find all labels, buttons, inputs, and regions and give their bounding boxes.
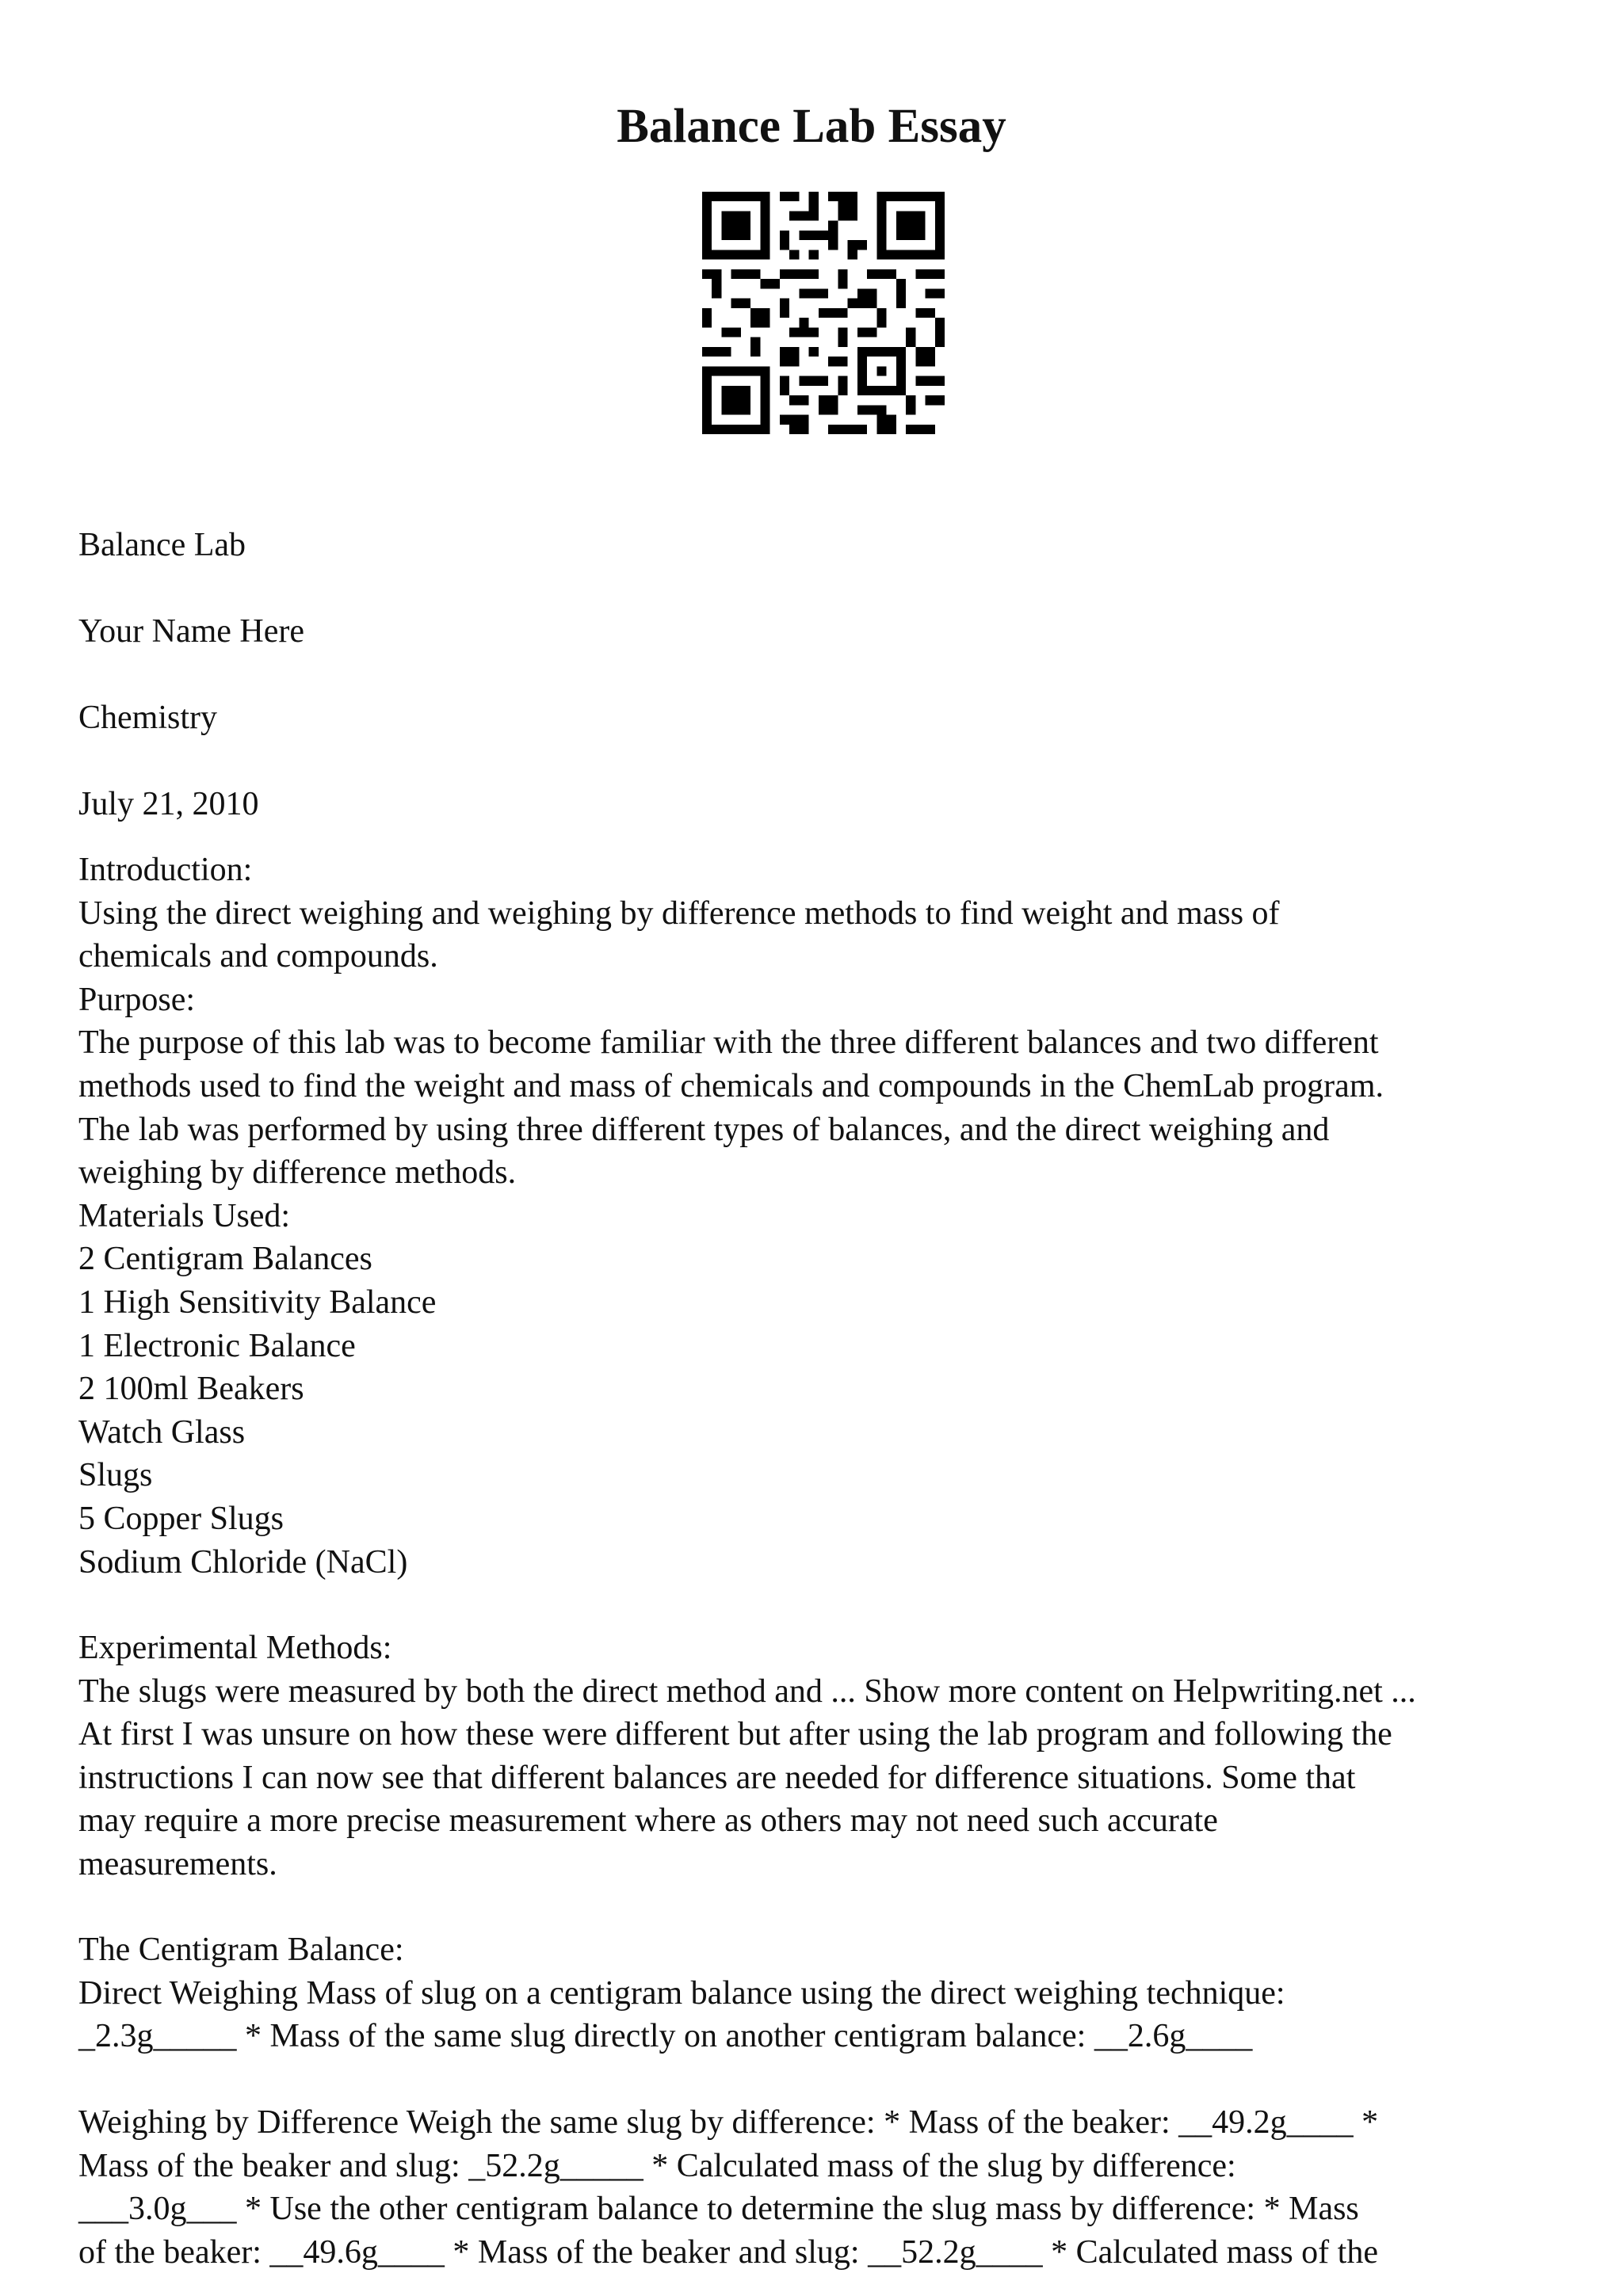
- list-item: Watch Glass: [78, 1413, 246, 1451]
- text-line: Weighing by Difference Weigh the same slug by difference: * Mass of the beaker: __49.2g____ *: [78, 2104, 1379, 2141]
- list-item: 1 High Sensitivity Balance: [78, 1283, 437, 1321]
- list-item: 1 Electronic Balance: [78, 1327, 356, 1364]
- centigram-section: [78, 1928, 1584, 2058]
- text-line: At first I was unsure on how these were different but after using the lab program and following the: [78, 1716, 1392, 1753]
- list-item: Sodium Chloride (NaCl): [78, 1543, 408, 1581]
- list-item: 2 100ml Beakers: [78, 1371, 304, 1408]
- qr-code-icon: [702, 192, 945, 434]
- text-line: measurements.: [78, 1845, 277, 1882]
- text-line: methods used to find the weight and mass of chemicals and compounds in the ChemLab program.: [78, 1067, 1384, 1104]
- text-line: The purpose of this lab was to become familiar with the three different balances and two different: [78, 1024, 1379, 1062]
- intro-section: [78, 849, 1584, 1584]
- text-line: Direct Weighing Mass of slug on a centigram balance using the direct weighing technique:: [78, 1974, 1285, 2012]
- header-block: [78, 502, 1584, 848]
- date: July 21, 2010: [78, 786, 259, 822]
- text-line: _2.3g_____ * Mass of the same slug directly on another centigram balance: __2.6g____: [78, 2018, 1253, 2055]
- author-name: Your Name Here: [78, 613, 304, 650]
- text-line: instructions I can now see that different balances are needed for difference situations. Some that: [78, 1759, 1356, 1796]
- section-heading: The Centigram Balance:: [78, 1932, 404, 1968]
- text-line: Using the direct weighing and weighing by difference methods to find weight and mass of: [78, 894, 1280, 932]
- difference-section: [78, 2101, 1584, 2274]
- list-item: 5 Copper Slugs: [78, 1500, 285, 1537]
- course-title: Balance Lab: [78, 527, 246, 563]
- section-heading: Introduction:: [78, 852, 253, 888]
- list-item: 2 Centigram Balances: [78, 1241, 372, 1278]
- document-title: Balance Lab Essay: [617, 100, 1006, 153]
- text-line: may require a more precise measurement where as others may not need such accurate: [78, 1802, 1218, 1840]
- text-line: ___3.0g___ * Use the other centigram balance to determine the slug mass by difference: * Mass: [78, 2191, 1359, 2228]
- methods-section: [78, 1627, 1584, 1886]
- subject: Chemistry: [78, 700, 217, 736]
- text-line: of the beaker: __49.6g____ * Mass of the beaker and slug: __52.2g____ * Calculated mass of the: [78, 2233, 1378, 2271]
- section-heading: Experimental Methods:: [78, 1630, 392, 1666]
- text-line: weighing by difference methods.: [78, 1154, 517, 1192]
- text-line: The lab was performed by using three different types of balances, and the direct weighing and: [78, 1111, 1330, 1148]
- text-line: The slugs were measured by both the direct method and ... Show more content on Helpwriting.net ...: [78, 1672, 1416, 1710]
- section-heading: Purpose:: [78, 981, 195, 1018]
- list-item: Slugs: [78, 1457, 153, 1494]
- text-line: Mass of the beaker and slug: _52.2g_____ * Calculated mass of the slug by difference:: [78, 2147, 1236, 2184]
- section-heading: Materials Used:: [78, 1197, 291, 1234]
- text-line: chemicals and compounds.: [78, 938, 438, 975]
